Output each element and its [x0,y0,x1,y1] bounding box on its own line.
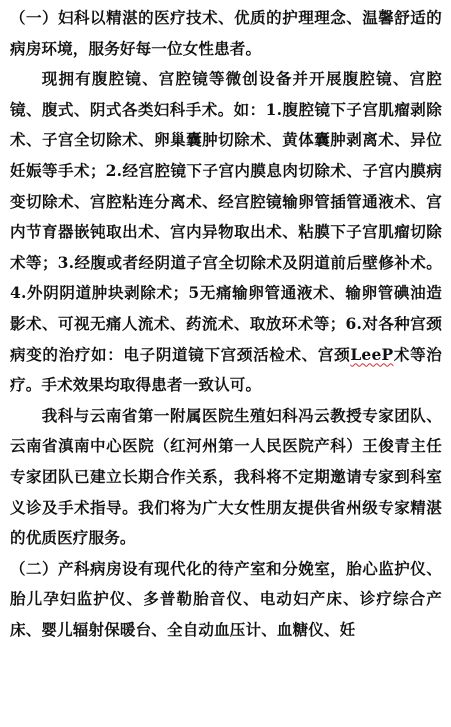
paragraph-surgical-text-end: 术等治疗。手术效果均取得患者一致认可。 [10,344,443,395]
paragraph-expert-cooperation: 我科与云南省第一附属医院生殖妇科冯云教授专家团队、云南省滇南中心医院（红河州第一人民医院产科）王俊青主任专家团队已建立长期合作关系，我科将不定期邀请专家到科室义诊及手术指导。我们将为广大女性朋友提供省州级专家精湛的优质医疗服务。 [10,405,442,548]
leep-term: LeeP [350,344,394,364]
paragraph-surgical-text: 现拥有腹腔镜、宫腔镜等微创设备并开展腹腔镜、宫腔镜、腹式、阴式各类妇科手术。如：1.腹腔镜下子宫肌瘤剥除术、子宫全切除术、卵巢囊肿切除术、黄体囊肿剥离术、异位妊娠等手术；2.经宫腔镜下子宫内膜息肉切除术、子宫内膜病变切除术、宫腔粘连分离术、经宫腔镜输卵管插管通液术、宫内节育器嵌钝取出术、宫内异物取出术、粘膜下子宫肌瘤切除术等；3.经腹或者经阴道子宫全切除术及阴道前后壁修补术。4.外阴阴道肿块剥除术；5无痛输卵管通液术、输卵管碘油造影术、可视无痛人流术、药流术、取放环术等；6.对各种宫颈病变的治疗如：电子阴道镜下宫颈活检术、宫颈 [10,69,442,364]
paragraph-surgical-equipment [10,64,442,401]
paragraph-gynecology-intro: （一）妇科以精湛的医疗技术、优质的护理理念、温馨舒适的病房环境，服务好每一位女性患者。 [10,8,442,58]
paragraph-obstetrics-ward: （二）产科病房设有现代化的待产室和分娩室，胎心监护仪、胎儿孕妇监护仪、多普勒胎音仪、电动妇产床、诊疗综合产床、婴儿辐射保暖台、全自动血压计、血糖仪、妊 [10,558,442,639]
document-body [10,3,442,645]
